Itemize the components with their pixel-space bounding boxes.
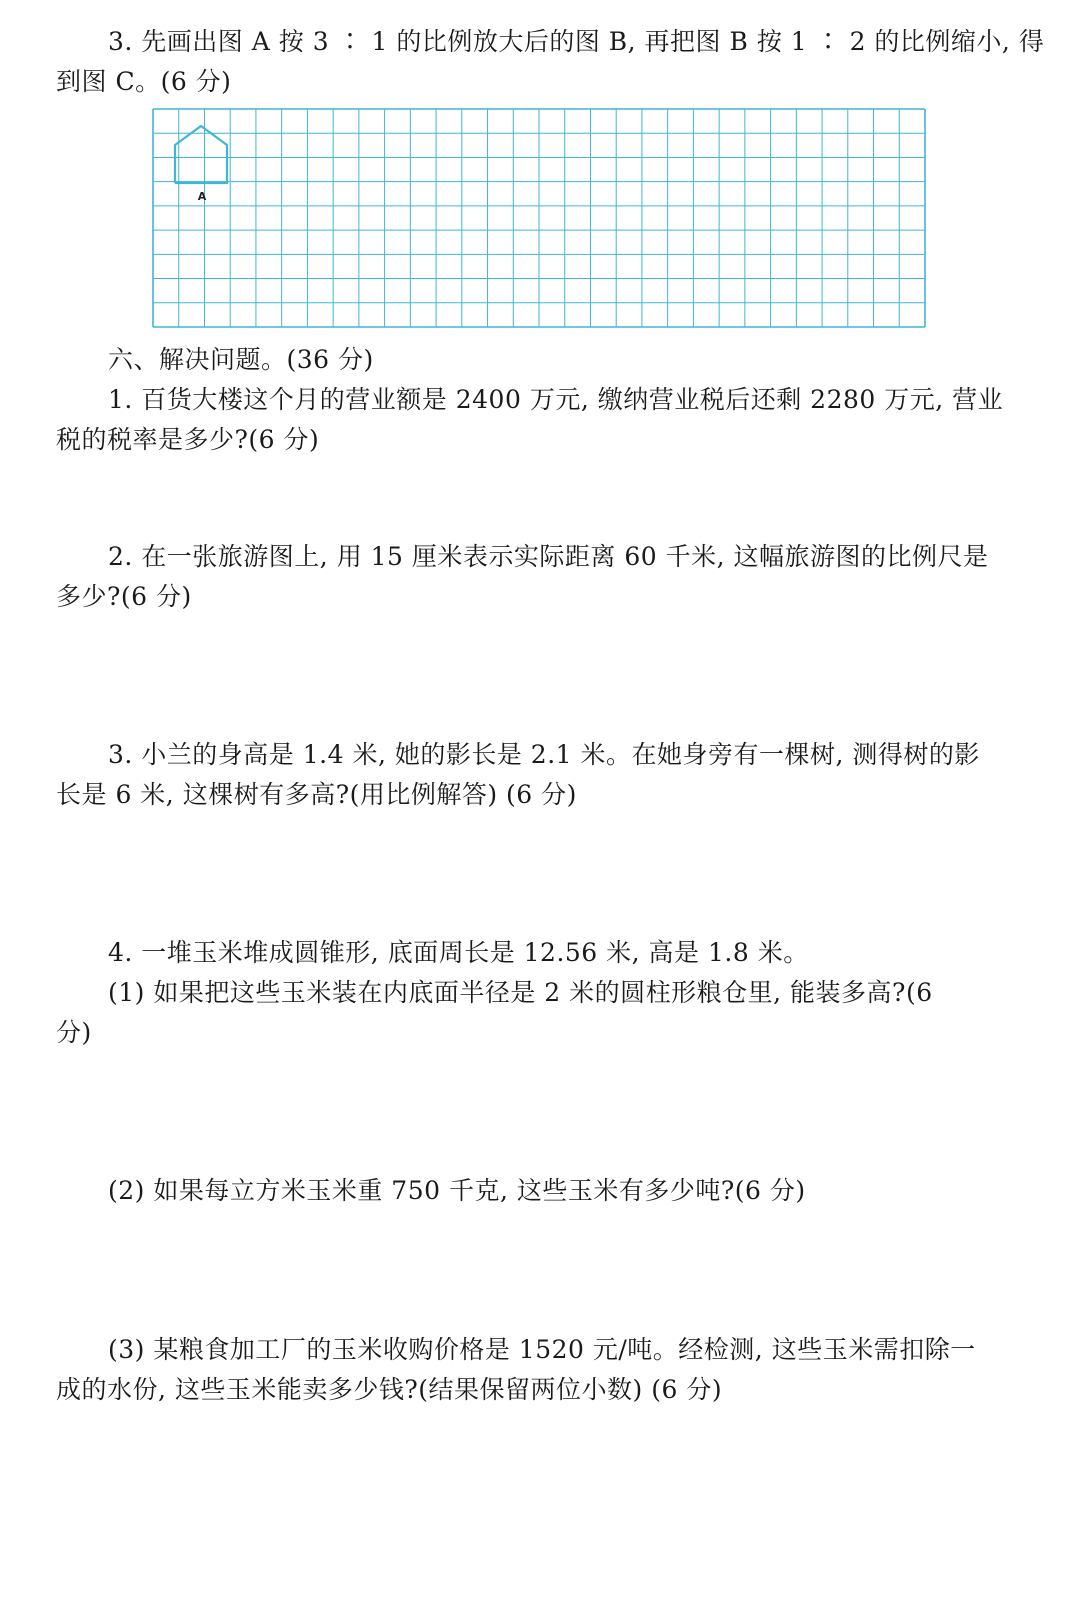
problem1-line1: 1. 百货大楼这个月的营业额是 2400 万元, 缴纳营业税后还剩 2280 万元, 营业 [108,385,1004,414]
section6-title: 六、解决问题。(36 分) [108,345,374,374]
problem2-line1: 2. 在一张旅游图上, 用 15 厘米表示实际距离 60 千米, 这幅旅游图的比例尺是 [108,542,989,571]
problem3-line1: 3. 小兰的身高是 1.4 米, 她的影长是 2.1 米。在她身旁有一棵树, 测得树的影 [108,740,980,769]
problem2-line2: 多少?(6 分) [56,582,192,611]
problem4-line1: 4. 一堆玉米堆成圆锥形, 底面周长是 12.56 米, 高是 1.8 米。 [108,938,809,967]
q3-text-line2: 到图 C。(6 分) [56,67,232,96]
grid-lines [153,109,925,327]
grid-paper [152,108,952,336]
problem4-sub1-line2: 分) [56,1018,92,1047]
problem4-sub3-line2: 成的水份, 这些玉米能卖多少钱?(结果保留两位小数) (6 分) [56,1375,723,1404]
problem4-sub2: (2) 如果每立方米玉米重 750 千克, 这些玉米有多少吨?(6 分) [108,1176,806,1205]
figure-a-pentagon [175,126,227,183]
problem4-sub1-line1: (1) 如果把这些玉米装在内底面半径是 2 米的圆柱形粮仓里, 能装多高?(6 [108,978,933,1007]
grid-svg [152,108,952,336]
problem3-line2: 长是 6 米, 这棵树有多高?(用比例解答) (6 分) [56,780,577,809]
figure-a-label: A [197,190,207,203]
q3-text-line1: 3. 先画出图 A 按 3 ∶ 1 的比例放大后的图 B, 再把图 B 按 1 ∶ 2 的比例缩小, 得 [108,27,1045,56]
problem4-sub3-line1: (3) 某粮食加工厂的玉米收购价格是 1520 元/吨。经检测, 这些玉米需扣除一 [108,1335,976,1364]
problem1-line2: 税的税率是多少?(6 分) [56,425,320,454]
